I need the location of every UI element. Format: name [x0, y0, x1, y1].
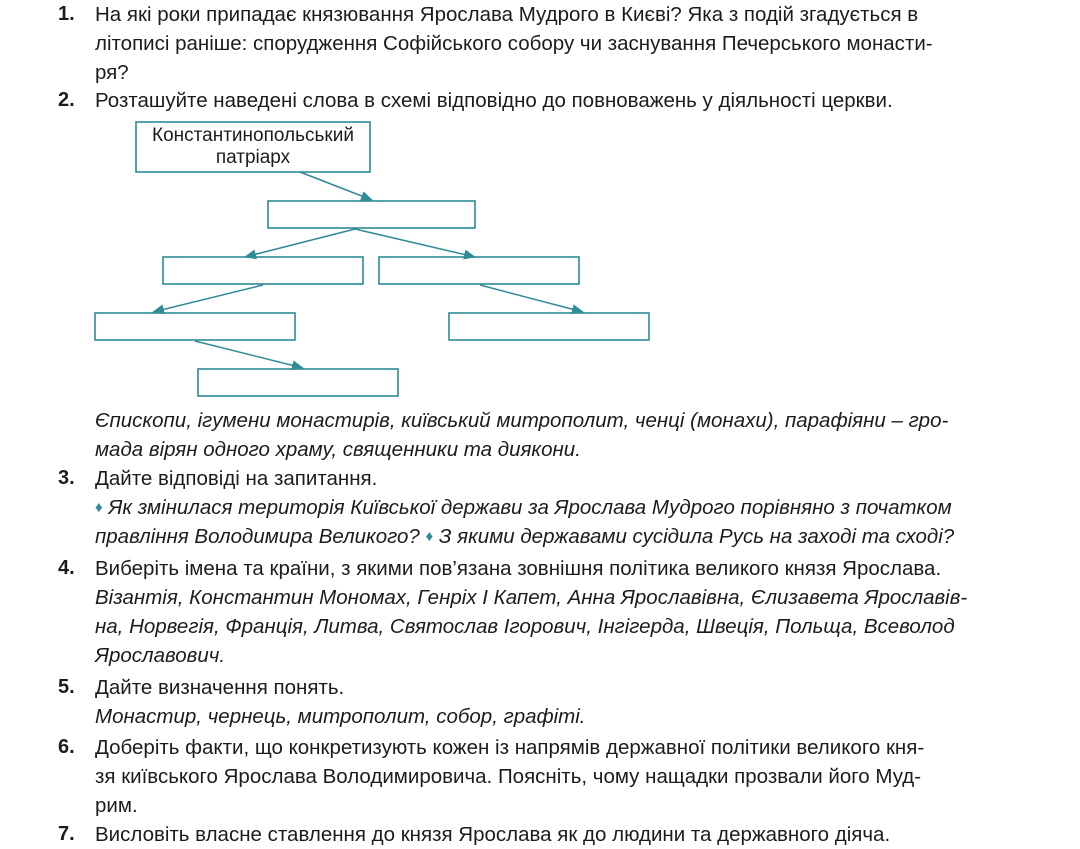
word-list-line: на, Норвегія, Франція, Литва, Святослав Ігорович, Інгігерда, Швеція, Польща, Всеволод [95, 615, 955, 638]
question-text: Як змінилася територія Київської держави за Ярослава Мудрого порівняно з початком [108, 496, 952, 519]
word-list-line: Візантія, Константин Мономах, Генріх І Капет, Анна Ярославівна, Єлизавета Ярославів- [95, 586, 968, 609]
question-text: З якими державами сусідила Русь на заході та сході? [438, 525, 955, 548]
task-text-line: Виберіть імена та країни, з якими пов’язана зовнішня політика великого князя Ярослава. [95, 557, 942, 580]
scheme-box-level-4-left [95, 313, 295, 340]
task-text-line: літописі раніше: спорудження Софійського собору чи заснування Печерського монасти- [95, 32, 933, 55]
scheme-arrow [480, 285, 583, 312]
task-text-line: Висловіть власне ставлення до князя Ярослава як до людини та державного діяча. [95, 823, 891, 846]
question-text: правління Володимира Великого? [95, 525, 420, 548]
task-text-line: Доберіть факти, що конкретизують кожен із напрямів державної політики великого кня- [95, 736, 925, 759]
task-number: 7. [58, 823, 75, 845]
scheme-arrow [153, 285, 263, 312]
question-line [95, 522, 1005, 551]
scheme-box-level-3-right [379, 257, 579, 284]
task-text-line: Дайте відповіді на запитання. [95, 467, 378, 490]
scheme-box-label: Константинопольський [152, 125, 354, 146]
scheme-box-level-3-left [163, 257, 363, 284]
scheme-box-level-2 [268, 201, 475, 228]
scheme-arrow [195, 341, 303, 368]
task-number: 1. [58, 3, 75, 25]
task-text-line: Дайте визначення понять. [95, 676, 345, 699]
word-list-line: Ярославович. [95, 644, 226, 667]
scheme-arrow [245, 229, 355, 257]
task-text-line: ря? [95, 61, 129, 84]
task-text-line: рим. [95, 794, 138, 817]
task-text-line: Розташуйте наведені слова в схемі відповідно до повноважень у діяльності церкви. [95, 89, 893, 112]
diamond-bullet-icon: ♦ [95, 499, 103, 516]
scheme-arrow [300, 172, 372, 200]
task-text-line: На які роки припадає князювання Ярослава Мудрого в Києві? Яка з подій згадується в [95, 3, 919, 26]
task-number: 3. [58, 467, 75, 489]
diamond-bullet-icon: ♦ [425, 528, 434, 545]
scheme-box-level-5 [198, 369, 398, 396]
task-number: 6. [58, 736, 75, 758]
word-list-line: мада вірян одного храму, священники та диякони. [95, 438, 581, 461]
task-number: 4. [58, 557, 75, 579]
question-line [95, 493, 1005, 522]
task-number: 2. [58, 89, 75, 111]
task-number: 5. [58, 676, 75, 698]
word-list-line: Єпископи, ігумени монастирів, київський митрополит, ченці (монахи), парафіяни – гро- [95, 409, 949, 432]
task-text-line: зя київського Ярослава Володимировича. Поясніть, чому нащадки прозвали його Муд- [95, 765, 922, 788]
scheme-arrow [355, 229, 475, 257]
scheme-box-level-4-right [449, 313, 649, 340]
word-list-line: Монастир, чернець, митрополит, собор, графіті. [95, 705, 586, 728]
scheme-box-label: патріарх [215, 147, 291, 168]
